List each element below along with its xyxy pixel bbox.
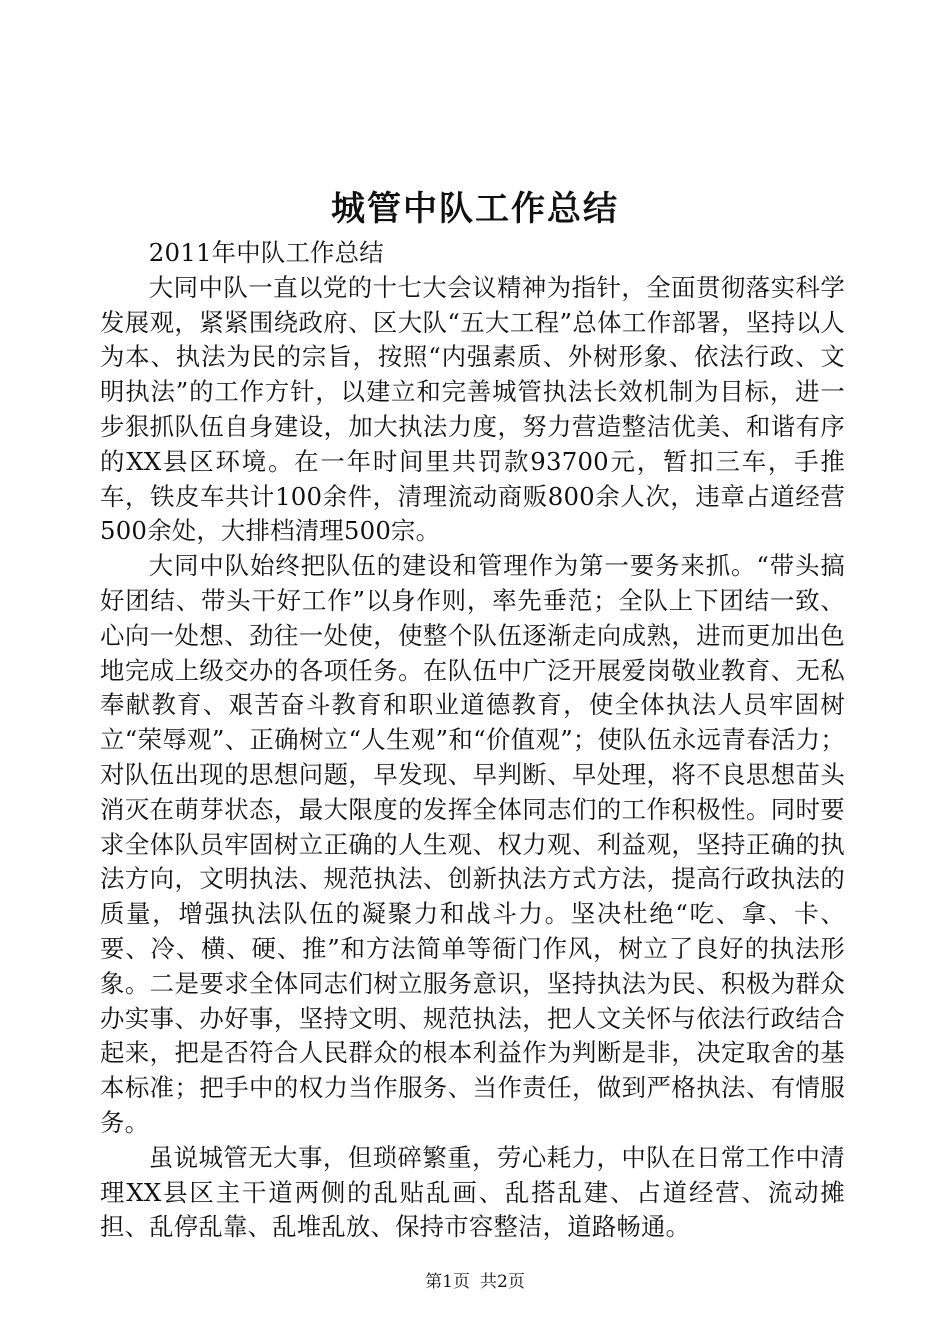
page-total: 共2页: [480, 1272, 525, 1292]
paragraph-subtitle: 2011年中队工作总结: [148, 238, 384, 267]
page-number: 第1页: [425, 1272, 470, 1292]
paragraph: 虽说城管无大事，但琐碎繁重，劳心耗力，中队在日常工作中清理XX县区主干道两侧的乱贴乱画、乱搭乱建、占道经营、流动摊担、乱停乱靠、乱堆乱放、保持市容整洁，道路畅通。: [100, 1142, 845, 1242]
document-body: [100, 236, 845, 1245]
paragraph: 大同中队一直以党的十七大会议精神为指针，全面贯彻落实科学发展观，紧紧围绕政府、区大队“五大工程”总体工作部署，坚持以人为本、执法为民的宗旨，按照“内强素质、外树形象、依法行政、文明执法”的工作方针，以建立和完善城管执法长效机制为目标，进一步狠抓队伍自身建设，加大执法力度，努力营造整洁优美、和谐有序的XX县区环境。在一年时间里共罚款93700元，暂扣三车，手推车，铁皮车共计100余件，清理流动商贩800余人次，违章占道经营500余处，大排档清理500宗。: [100, 272, 845, 546]
page-footer: [0, 1270, 950, 1294]
paragraph: 大同中队始终把队伍的建设和管理作为第一要务来抓。“带头搞好团结、带头干好工作”以身作则，率先垂范；全队上下团结一致、心向一处想、劲往一处使，使整个队伍逐渐走向成熟，进而更加出色地完成上级交办的各项任务。在队伍中广泛开展爱岗敬业教育、无私奉献教育、艰苦奋斗教育和职业道德教育，使全体执法人员牢固树立“荣辱观”、正确树立“人生观”和“价值观”；使队伍永远青春活力；对队伍出现的思想问题，早发现、早判断、早处理，将不良思想苗头消灭在萌芽状态，最大限度的发挥全体同志们的工作积极性。同时要求全体队员牢固树立正确的人生观、权力观、利益观，坚持正确的执法方向，文明执法、规范执法、创新执法方式方法，提高行政执法的质量，增强执法队伍的凝聚力和战斗力。坚决杜绝“吃、拿、卡、要、冷、横、硬、推”和方法简单等衙门作风，树立了良好的执法形象。二是要求全体同志们树立服务意识，坚持执法为民、积极为群众办实事、办好事，坚持文明、规范执法，把人文关怀与依法行政结合起来，把是否符合人民群众的根本利益作为判断是非，决定取舍的基本标准；把手中的权力当作服务、当作责任，做到严格执法、有情服务。: [100, 551, 845, 1137]
document-title: 城管中队工作总结: [331, 189, 619, 229]
